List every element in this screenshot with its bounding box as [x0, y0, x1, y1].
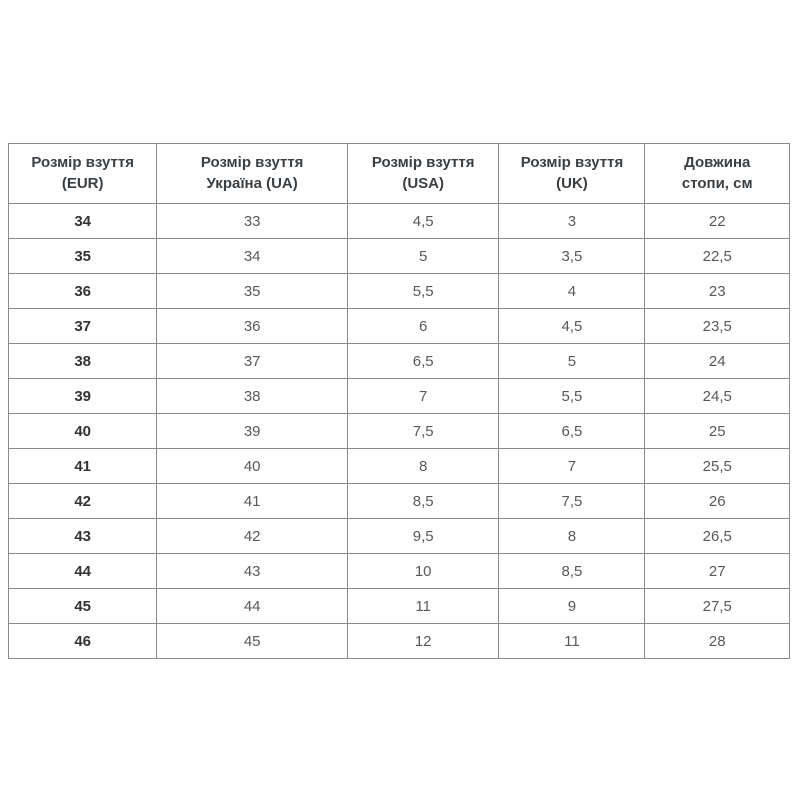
table-cell: 8	[499, 519, 645, 554]
table-cell: 42	[157, 519, 348, 554]
table-cell: 5	[499, 344, 645, 379]
table-cell: 45	[157, 624, 348, 659]
table-cell: 43	[157, 554, 348, 589]
table-row	[9, 309, 790, 344]
cell-eur-size: 46	[9, 624, 157, 659]
table-cell: 37	[157, 344, 348, 379]
table-cell: 22	[645, 204, 790, 239]
table-row	[9, 344, 790, 379]
table-cell: 5,5	[347, 274, 499, 309]
table-header	[9, 144, 790, 204]
cell-eur-size: 37	[9, 309, 157, 344]
table-cell: 12	[347, 624, 499, 659]
table-cell: 9	[499, 589, 645, 624]
column-header: Розмір взуття (USA)	[347, 144, 499, 204]
table-cell: 24,5	[645, 379, 790, 414]
table-row	[9, 449, 790, 484]
table-cell: 22,5	[645, 239, 790, 274]
table-row	[9, 624, 790, 659]
table-cell: 23	[645, 274, 790, 309]
table-cell: 4,5	[347, 204, 499, 239]
cell-eur-size: 34	[9, 204, 157, 239]
table-cell: 7,5	[347, 414, 499, 449]
table-cell: 8,5	[347, 484, 499, 519]
table-cell: 35	[157, 274, 348, 309]
table-cell: 7	[347, 379, 499, 414]
table-cell: 11	[499, 624, 645, 659]
table-cell: 39	[157, 414, 348, 449]
table-cell: 4	[499, 274, 645, 309]
table-row	[9, 274, 790, 309]
table-cell: 28	[645, 624, 790, 659]
cell-eur-size: 38	[9, 344, 157, 379]
table-cell: 41	[157, 484, 348, 519]
cell-eur-size: 40	[9, 414, 157, 449]
table-row	[9, 554, 790, 589]
table-row	[9, 414, 790, 449]
table-cell: 4,5	[499, 309, 645, 344]
table-cell: 11	[347, 589, 499, 624]
cell-eur-size: 43	[9, 519, 157, 554]
size-table-container	[8, 143, 790, 659]
table-cell: 7	[499, 449, 645, 484]
table-cell: 34	[157, 239, 348, 274]
table-cell: 27	[645, 554, 790, 589]
table-cell: 44	[157, 589, 348, 624]
column-header: Розмір взуття Україна (UA)	[157, 144, 348, 204]
column-header: Довжина стопи, см	[645, 144, 790, 204]
shoe-size-conversion-table	[8, 143, 790, 659]
table-row	[9, 204, 790, 239]
table-cell: 26	[645, 484, 790, 519]
table-cell: 6,5	[347, 344, 499, 379]
table-cell: 5,5	[499, 379, 645, 414]
cell-eur-size: 39	[9, 379, 157, 414]
table-cell: 27,5	[645, 589, 790, 624]
table-cell: 23,5	[645, 309, 790, 344]
header-row	[9, 144, 790, 204]
table-cell: 25,5	[645, 449, 790, 484]
cell-eur-size: 41	[9, 449, 157, 484]
table-cell: 26,5	[645, 519, 790, 554]
table-cell: 8	[347, 449, 499, 484]
table-cell: 6	[347, 309, 499, 344]
table-row	[9, 589, 790, 624]
table-body	[9, 204, 790, 659]
table-cell: 33	[157, 204, 348, 239]
cell-eur-size: 44	[9, 554, 157, 589]
table-row	[9, 519, 790, 554]
table-cell: 8,5	[499, 554, 645, 589]
table-cell: 38	[157, 379, 348, 414]
table-cell: 9,5	[347, 519, 499, 554]
table-cell: 36	[157, 309, 348, 344]
table-row	[9, 239, 790, 274]
column-header: Розмір взуття (UK)	[499, 144, 645, 204]
table-cell: 7,5	[499, 484, 645, 519]
cell-eur-size: 36	[9, 274, 157, 309]
cell-eur-size: 42	[9, 484, 157, 519]
table-cell: 40	[157, 449, 348, 484]
table-cell: 24	[645, 344, 790, 379]
column-header: Розмір взуття (EUR)	[9, 144, 157, 204]
table-cell: 25	[645, 414, 790, 449]
table-cell: 10	[347, 554, 499, 589]
cell-eur-size: 35	[9, 239, 157, 274]
table-row	[9, 379, 790, 414]
table-cell: 3,5	[499, 239, 645, 274]
table-cell: 6,5	[499, 414, 645, 449]
table-row	[9, 484, 790, 519]
table-cell: 3	[499, 204, 645, 239]
cell-eur-size: 45	[9, 589, 157, 624]
table-cell: 5	[347, 239, 499, 274]
